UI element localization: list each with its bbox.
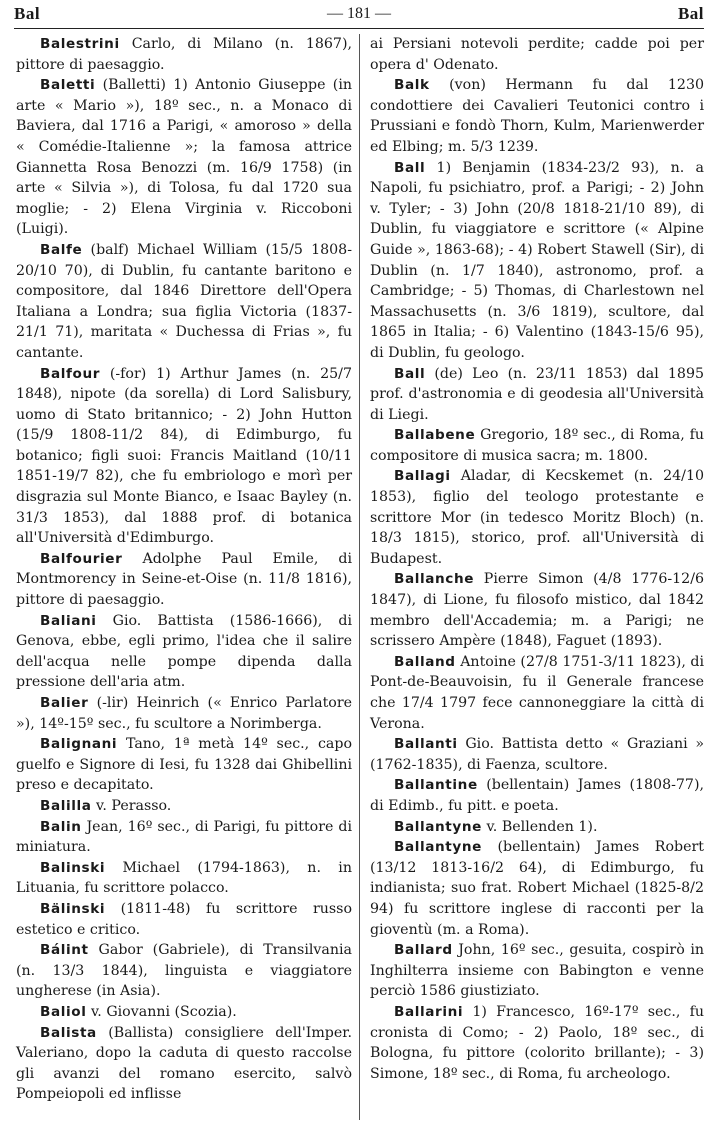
dictionary-entry — [370, 425, 704, 466]
entry-text: (-for) 1) Arthur James (n. 25/7 1848), nipote (da sorella) di Lord Salisbury, uomo di Stato britannico; - 2) John Hutton (15/9 1808-11/2 84), di Edimburgo, fu botanico; figli suoi: Francis Maitland (10/11 1851-19/7 82), che fu embriologo e morì per disgrazia sul Monte Bianco, e Isaac Bayley (n. 31/3 1853), dal 1888 prof. di botanica all'Università d'Edimburgo. — [16, 365, 352, 547]
entry-text: Michael (1794-1863), n. in Lituania, fu scrittore polacco. — [16, 859, 352, 897]
entry-headword: Balfourier — [40, 550, 123, 567]
entry-headword: Balfe — [40, 241, 83, 258]
dictionary-entry — [16, 796, 352, 817]
dictionary-entry — [370, 734, 704, 775]
entry-text: (bellentain) James (1808-77), di Edimb., fu pitt. e poeta. — [370, 777, 704, 814]
dictionary-entry — [370, 652, 704, 734]
header-left-headword: Bal — [14, 4, 41, 23]
entry-text: Gregorio, 18º sec., di Roma, fu compositore di musica sacra; m. 1800. — [370, 427, 704, 464]
dictionary-entry — [370, 1002, 704, 1084]
right-column — [370, 34, 704, 1084]
entry-text: Pierre Simon (4/8 1776-12/6 1847), di Lione, fu filosofo mistico, dal 1842 membro dell'Accademia; m. a Parigi; ne scrissero Ampère (1848), Faguet (1893). — [370, 571, 704, 650]
entry-headword: Balilla — [40, 797, 92, 814]
page-header — [14, 0, 704, 29]
dictionary-entry — [370, 364, 704, 426]
dictionary-entry — [16, 364, 352, 549]
dictionary-entry — [16, 34, 352, 75]
entry-headword: Ballarini — [394, 1003, 464, 1020]
dictionary-entry — [16, 611, 352, 693]
column-divider — [359, 34, 360, 1120]
dictionary-entry — [16, 693, 352, 734]
entry-text: (von) Hermann fu dal 1230 condottiere dei Cavalieri Teutonici contro i Prussiani e fondò Thorn, Kulm, Marienwerder ed Elbing; m. 5/3 1239. — [370, 77, 704, 155]
entry-headword: Balista — [40, 1024, 97, 1041]
entry-text: v. Giovanni (Scozia). — [86, 1003, 237, 1020]
entry-text: Aladar, di Kecskemet (n. 24/10 1853), figlio del teologo protestante e scrittore Mor (in tedesco Moritz Bloch) (n. 18/3 1815), storico, prof. all'Università di Budapest. — [370, 468, 704, 567]
dictionary-entry — [16, 1002, 352, 1023]
entry-text: 1) Francesco, 16º-17º sec., fu cronista di Como; - 2) Paolo, 18º sec., di Bologna, fu pittore (colorito brillante); - 3) Simone, 18º sec., di Roma, fu archeologo. — [370, 1003, 704, 1082]
dictionary-entry — [370, 940, 704, 1002]
entry-text: Antoine (27/8 1751-3/11 1823), di Pont-de-Beauvoisin, fu il Generale francese che 17/4 1797 fece cannoneggiare la città di Verona. — [370, 653, 704, 732]
entry-headword: Balignani — [40, 736, 118, 753]
dictionary-entry — [16, 899, 352, 940]
dictionary-entry — [16, 940, 352, 1002]
entry-text: (balf) Michael William (15/5 1808-20/10 70), di Dublin, fu cantante baritono e compositore, dal 1846 Direttore dell'Opera Italiana a Londra; sua figlia Victoria (1837-21/1 71), maritata « Duchessa di Frias », fu cantante. — [16, 241, 352, 361]
entry-text: Tano, 1ª metà 14º sec., capo guelfo e Signore di Iesi, fu 1328 dai Ghibellini preso e decapitato. — [16, 736, 352, 794]
entry-headword: Ball — [394, 365, 426, 382]
dictionary-entry — [16, 240, 352, 364]
dictionary-entry — [370, 466, 704, 569]
entry-text: ai Persiani notevoli perdite; cadde poi per opera d' Odenato. — [370, 36, 704, 73]
entry-text: Jean, 16º sec., di Parigi, fu pittore di miniatura. — [16, 818, 352, 856]
entry-headword: Ballabene — [394, 427, 476, 444]
entry-text: Carlo, di Milano (n. 1867), pittore di paesaggio. — [16, 36, 352, 73]
dictionary-entry — [16, 1023, 352, 1105]
entry-headword: Ballard — [394, 942, 453, 959]
entry-headword: Ballanti — [394, 736, 458, 753]
dictionary-entry — [16, 75, 352, 240]
entry-headword: Balin — [40, 818, 82, 835]
entry-text: v. Bellenden 1). — [481, 818, 598, 835]
entry-text: John, 16º sec., gesuita, cospirò in Inghilterra insieme con Babington e venne perciò 1586 giustiziato. — [370, 942, 704, 1000]
entry-headword: Balfour — [40, 365, 101, 382]
entry-headword: Ballantyne — [394, 818, 482, 835]
entry-headword: Baliani — [40, 612, 97, 629]
entry-headword: Ballantine — [394, 777, 478, 794]
entry-headword: Baletti — [40, 77, 96, 94]
entry-text: (-lir) Heinrich (« Enrico Parlatore »), 14º-15º sec., fu scultore a Norimberga. — [16, 695, 352, 732]
entry-text: (1811-48) fu scrittore russo estetico e critico. — [16, 900, 352, 938]
entry-headword: Bálint — [40, 942, 89, 959]
dictionary-entry — [370, 775, 704, 816]
dictionary-entry — [370, 158, 704, 364]
entry-text: (Balletti) 1) Antonio Giuseppe (in arte « Mario »), 18º sec., n. a Monaco di Baviera, dal 1716 a Parigi, « amoroso » della « Comédie-Italienne »; la famosa attrice Giannetta Rosa Benozzi (m. 16/9 1758) (in arte « Silvia »), di Tolosa, fu dal 1720 sua moglie; - 2) Elena Virginia v. Riccoboni (Luigi). — [16, 77, 352, 238]
dictionary-entry — [370, 34, 704, 75]
entry-headword: Balinski — [40, 859, 106, 876]
entry-text: (de) Leo (n. 23/11 1853) dal 1895 prof. d'astronomia e di geodesia all'Università di Liegi. — [370, 365, 704, 423]
entry-text: Adolphe Paul Emile, di Montmorency in Seine-et-Oise (n. 11/8 1816), pittore di paesaggio. — [16, 550, 352, 609]
header-right-headword: Bal — [677, 4, 704, 23]
entry-headword: Ball — [394, 159, 426, 176]
entry-text: (Ballista) consigliere dell'Imper. Valeriano, dopo la caduta di questo raccolse gli avanzi del romano esercito, salvò Pompeiopoli ed inflisse — [16, 1024, 352, 1103]
entry-text: Gio. Battista detto « Graziani » (1762-1835), di Faenza, scultore. — [370, 736, 704, 773]
page-number: — 181 — — [327, 5, 391, 22]
left-column — [16, 34, 352, 1105]
dictionary-entry — [16, 858, 352, 899]
entry-headword: Ballanche — [394, 571, 475, 588]
entry-headword: Balk — [394, 77, 430, 94]
dictionary-entry — [16, 817, 352, 858]
entry-headword: Ballantyne — [394, 839, 482, 856]
entry-text: Gio. Battista (1586-1666), di Genova, ebbe, egli primo, l'idea che il salire dell'acqua nelle pompe dipenda dalla pressione dell'aria atm. — [16, 612, 352, 691]
dictionary-entry — [370, 837, 704, 940]
entry-text: (bellentain) James Robert (13/12 1813-16/2 64), di Edimburgo, fu indianista; suo frat. Robert Michael (1825-8/2 94) fu scrittore inglese di racconti per la gioventù (m. a Roma). — [370, 839, 704, 938]
entry-headword: Balestrini — [40, 36, 120, 52]
dictionary-entry — [370, 75, 704, 157]
dictionary-entry — [16, 734, 352, 796]
entry-text: Gabor (Gabriele), di Transilvania (n. 13/3 1844), linguista e viaggiatore ungherese (in Asia). — [16, 942, 352, 1000]
entry-headword: Balier — [40, 695, 89, 711]
dictionary-entry — [370, 569, 704, 651]
dictionary-entry — [370, 817, 704, 838]
entry-text: v. Perasso. — [91, 797, 172, 814]
entry-headword: Baliol — [40, 1003, 87, 1020]
dictionary-entry — [16, 549, 352, 611]
entry-text: 1) Benjamin (1834-23/2 93), n. a Napoli, fu psichiatro, prof. a Parigi; - 2) John v. Tyler; - 3) John (20/8 1818-21/10 89), di Dublin, fu viaggiatore e scrittore (« Alpine Guide », 1863-68); - 4) Robert Stawell (Sir), di Dublin (n. 1/7 1840), astronomo, prof. a Cambridge; - 5) Thomas, di Charlestown nel Massachusetts (n. 3/6 1819), scultore, dal 1865 in Italia; - 6) Valentino (1843-15/6 95), di Dublin, fu geologo. — [370, 159, 704, 361]
entry-headword: Balland — [394, 653, 456, 670]
entry-headword: Ballagi — [394, 468, 451, 485]
entry-headword: Bälinski — [40, 900, 106, 917]
